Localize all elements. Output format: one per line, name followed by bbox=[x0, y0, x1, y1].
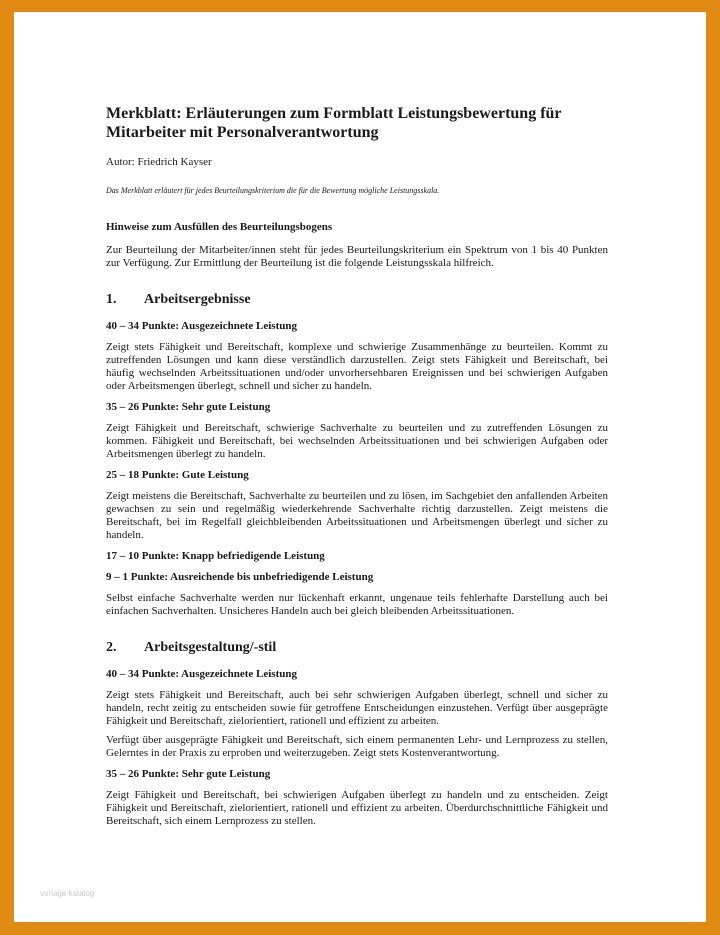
section-number: 1. bbox=[106, 292, 117, 307]
rating-heading: 9 – 1 Punkte: Ausreichende bis unbefriedigende Leistung bbox=[106, 571, 374, 583]
rating-heading: 35 – 26 Punkte: Sehr gute Leistung bbox=[106, 401, 271, 413]
section-heading bbox=[106, 640, 608, 656]
rating-heading: 40 – 34 Punkte: Ausgezeichnete Leistung bbox=[106, 668, 297, 680]
section-title: Arbeitsgestaltung/-stil bbox=[144, 640, 277, 655]
rating-text: Zeigt stets Fähigkeit und Bereitschaft, komplexe und schwierige Zusammenhänge zu beurteilen. Kommt zu zutreffenden Lösungen und kann diese verständlich darzustellen. Zeigt stets Fähigkeit und Bereitschaft, bei häufig wechselnden Arbeitssituationen und/oder unvorhersehbaren Ereignissen und bei schwierigen Aufgaben oder Arbeitsmengen überlegt, schnell und sicher zu handeln. bbox=[106, 341, 608, 392]
watermark: vorlage katalog bbox=[40, 889, 95, 898]
section-number: 2. bbox=[106, 640, 117, 655]
section-heading bbox=[106, 292, 608, 308]
document-author: Autor: Friedrich Kayser bbox=[106, 156, 212, 168]
document-title: Merkblatt: Erläuterungen zum Formblatt Leistungsbewertung für Mitarbeiter mit Personalverantwortung bbox=[106, 105, 562, 141]
rating-text: Zeigt meistens die Bereitschaft, Sachverhalte zu beurteilen und zu lösen, im Sachgebiet den anfallenden Arbeiten gewachsen zu sein und regelmäßig wiederkehrende Sachverhalte richtig darzustellen. Zeigt meistens die Bereitschaft, bei im Regelfall gleichbleibenden Arbeitssituationen und Arbeitsmengen überlegt und sicher zu handeln. bbox=[106, 490, 608, 541]
rating-text: Selbst einfache Sachverhalte werden nur lückenhaft erkannt, ungenaue teils fehlerhafte Darstellung auch bei einfachen Sachverhalten. Unsicheres Handeln auch bei gleich bleibenden Arbeitssituationen. bbox=[106, 592, 608, 617]
document-intro: Das Merkblatt erläutert für jedes Beurteilungskriterium die für die Bewertung mögliche Leistungsskala. bbox=[106, 186, 440, 195]
rating-heading: 35 – 26 Punkte: Sehr gute Leistung bbox=[106, 768, 271, 780]
rating-heading: 40 – 34 Punkte: Ausgezeichnete Leistung bbox=[106, 320, 297, 332]
hints-heading: Hinweise zum Ausfüllen des Beurteilungsbogens bbox=[106, 221, 333, 233]
rating-text: Zeigt Fähigkeit und Bereitschaft, schwierige Sachverhalte zu beurteilen und zu zutreffenden Lösungen zu kommen. Fähigkeit und Bereitschaft, bei wechselnden Arbeitssituationen und bei schwierigen Aufgaben oder Arbeitsmengen überlegt zu handeln. bbox=[106, 422, 608, 460]
rating-heading: 17 – 10 Punkte: Knapp befriedigende Leistung bbox=[106, 550, 325, 562]
rating-text: Zeigt Fähigkeit und Bereitschaft, bei schwierigen Aufgaben überlegt zu handeln und zu entscheiden. Zeigt Fähigkeit und Bereitschaft, zielorientiert, rationell und effizient zu arbeiten. Überdurchschnittliche Fähigkeit und Bereitschaft, sich einem Lernprozess zu stellen. bbox=[106, 789, 608, 827]
hints-text: Zur Beurteilung der Mitarbeiter/innen steht für jedes Beurteilungskriterium ein Spektrum von 1 bis 40 Punkten zur Verfügung. Zur Ermittlung der Beurteilung ist die folgende Leistungsskala hilfreich. bbox=[106, 244, 608, 269]
rating-text: Verfügt über ausgeprägte Fähigkeit und Bereitschaft, sich einem permanenten Lehr- und Lernprozess zu stellen, Gelerntes in der Praxis zu erproben und weiterzugeben. Zeigt stets Kostenverantwortung. bbox=[106, 734, 608, 759]
document-page bbox=[14, 12, 706, 922]
section-title: Arbeitsergebnisse bbox=[144, 292, 251, 307]
rating-heading: 25 – 18 Punkte: Gute Leistung bbox=[106, 469, 249, 481]
rating-text: Zeigt stets Fähigkeit und Bereitschaft, auch bei sehr schwierigen Aufgaben überlegt, schnell und sicher zu handeln, recht zeitig zu entscheiden sowie für getroffene Entscheidungen einzustehen. Verfügt über ausgeprägte Fähigkeit und Bereitschaft, zielorientiert, rationell und effizient zu arbeiten. bbox=[106, 689, 608, 727]
